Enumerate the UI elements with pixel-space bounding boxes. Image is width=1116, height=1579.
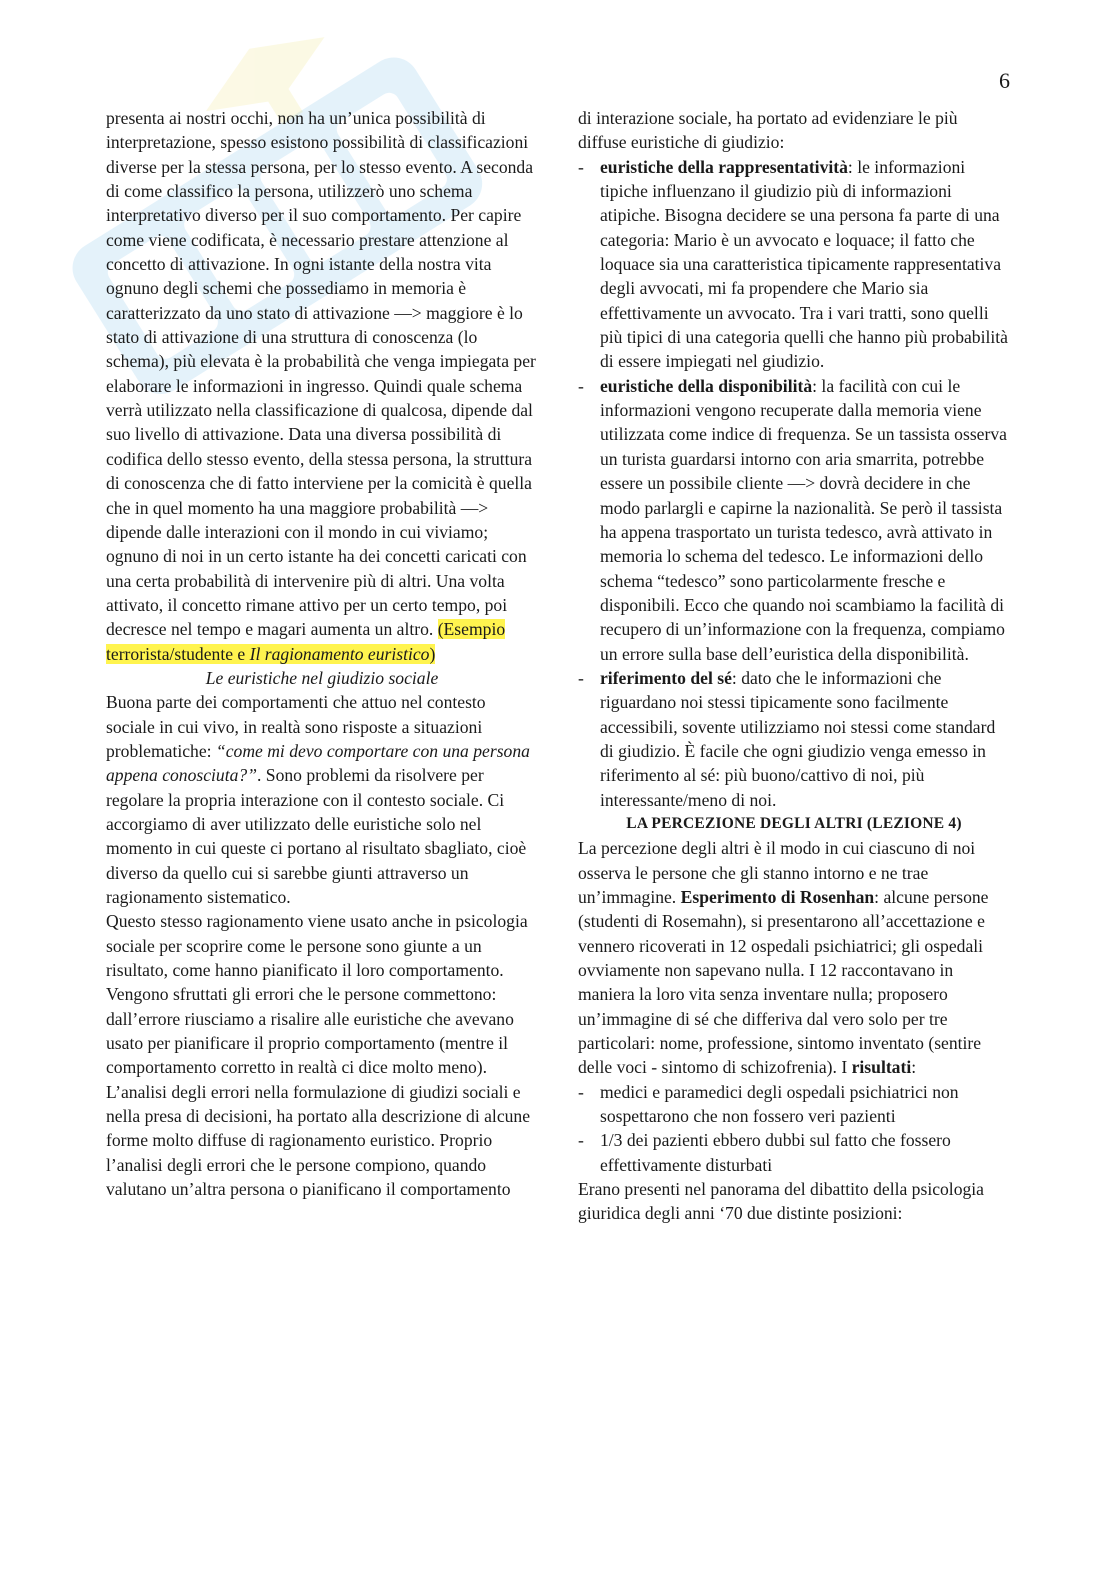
highlighted-note-close: ) [429,643,436,664]
paragraph-activation-text: presenta ai nostri occhi, non ha un’unica possibilità di interpretazione, spesso esistono possibilità di classificazioni diverse per la stessa persona, per lo stesso evento. A seconda di come classifico la persona, utilizzerò uno schema interpretativo diverso per il suo comportamento. Per capire come viene codificata, è necessario prestare attenzione al concetto di attivazione. In ogni istante della nostra vita ognuno degli schemi che possediamo in memoria è caratterizzato da uno stato di attivazione —> maggiore è lo stato di attivazione di una struttura di conoscenza (lo schema), più elevata è la probabilità che venga impiegata per elaborare le informazioni in ingresso. Quindi quale schema verrà utilizzato nella classificazione di qualcosa, dipende dal suo livello di attivazione. Data una diversa possibilità di codifica dello stesso evento, della stessa persona, la struttura di conoscenza che di fatto interviene per la comicità è quella che in quel momento ha una maggiore probabilità —> dipende dalle interazioni con il mondo in cui viviamo; ognuno di noi in un certo istante ha dei concetti caricati con una certa probabilità di intervenire più di altri. Una volta attivato, il concetto rimane attivo per un certo tempo, poi decresce nel tempo e magari aumenta un altro. [106,108,536,640]
bullet-text: : dato che le informazioni che riguardano noi stessi tipicamente sono facilmente accessibili, sovente utilizziamo noi stessi come standard di giudizio. È facile che ogni giudizio venga emesso in riferimento al sé: più buono/cattivo di noi, più interessante/meno di noi. [600,667,996,810]
bullet-dash: - [578,156,584,177]
bullet-text: : la facilità con cui le informazioni vengono recuperate dalla memoria viene utilizzata come indice di frequenza. Se un tassista osserva un turista guardarsi intorno con aria smarrita, potrebbe essere un possibile cliente —> dovrà decidere in che modo parlargli e capirne la nazionalità. Se però il tassista ha appena trasportato un turista tedesco, avrà attivato in memoria lo schema del tedesco. Le informazioni dello schema “tedesco” sono particolarmente fresche e disponibili. Ecco che quando noi scambiamo la facilità di recupero di un’informazione con la frequenza, compiamo un errore sulla base dell’euristica della disponibilità. [600,375,1007,664]
bullet-dash: - [578,1130,584,1151]
paragraph-rosenhan-bold-results: risultati [851,1057,912,1078]
paragraph-error-analysis: Questo stesso ragionamento viene usato anche in psicologia sociale per scoprire come le persone sono giunte a un risultato, come hanno pianificato il loro comportamento. Vengono sfruttati gli errori che le persone commettono: dall’errore riusciamo a risalire alle euristiche che avevano usato per pianificare il proprio comportamento (mentre il comportamento corretto in realtà ci dice molto meno). L’analisi degli errori nella formulazione di giudizi sociali e nella presa di decisioni, ha portato alla descrizione di alcune forme molto diffuse di ragionamento euristico. Proprio l’analisi degli errori che le persone compiono, quando valutano un’altra persona o pianificano il comportamento [106,911,531,1200]
bullet-term: euristiche della disponibilità [600,375,813,396]
result-text: medici e paramedici degli ospedali psichiatrici non sospettarono che non fossero veri pazienti [600,1081,959,1127]
bullet-term: riferimento del sé [600,667,732,688]
bullet-dash: - [578,667,584,688]
bullet-term: euristiche della rappresentatività [600,156,848,177]
bullet-rappresentativita [578,155,1010,374]
paragraph-activation [106,106,538,666]
bullet-text: : le informazioni tipiche influenzano il giudizio più di informazioni atipiche. Bisogna decidere se una persona fa parte di una categoria: Mario è un avvocato e loquace; il fatto che loquace sia una caratteristica tipicamente rappresentativa degli avvocati, mi fa propendere che Mario sia effettivamente un avvocato. Tra i vari tratti, sono quelli più tipici di una categoria quelli che hanno più probabilità di essere impiegati nel giudizio. [600,156,1008,372]
right-column [578,106,1010,1226]
paragraph-rosenhan-text-a: La percezione degli altri è il modo in cui ciascuno di noi osserva le persone che gli stanno intorno e ne trae un’immagine. [578,838,976,907]
paragraph-heuristics-continued: di interazione sociale, ha portato ad evidenziare le più diffuse euristiche di giudizio: [578,108,958,153]
paragraph-closing: Erano presenti nel panorama del dibattito della psicologia giuridica degli anni ‘70 due distinte posizioni: [578,1179,984,1224]
paragraph-heuristics-quote: “come mi devo comportare con una persona appena conosciuta?” [106,740,530,786]
highlighted-note-italic: Il ragionamento euristico [249,643,430,664]
bullet-dash: - [578,1081,584,1102]
lesson-title: LA PERCEZIONE DEGLI ALTRI (LEZIONE 4) [626,814,962,832]
result-item-1 [578,1080,1010,1129]
paragraph-rosenhan [578,836,1010,1079]
paragraph-heuristics-intro [106,690,538,909]
paragraph-heuristics-text-b: . Sono problemi da risolvere per regolare la propria interazione con il contesto sociale. Ci accorgiamo di aver utilizzato delle euristiche solo nel momento in cui queste ci portano al risultato sbagliato, cioè diverso da quello cui si sarebbe giunti attraverso un ragionamento sistematico. [106,765,527,907]
paragraph-rosenhan-text-c: : [911,1057,917,1078]
left-column [106,106,538,1201]
paragraph-rosenhan-text-b: : alcune persone (studenti di Rosemahn), si presentarono all’accettazione e vennero ricoverati in 12 ospedali psichiatrici; gli ospedali ovviamente non sapevano nulla. I 12 raccontavano in maniera la loro vita senza inventare nulla; proposero un’immagine di sé che differiva dal vero solo per tre particolari: nome, professione, sintomo inventato (sentire delle voci - sintomo di schizofrenia). I [578,887,989,1078]
page-number: 6 [999,68,1010,93]
result-item-2 [578,1128,1010,1177]
paragraph-heuristics-text-a: Buona parte dei comportamenti che attuo nel contesto sociale in cui vivo, in realtà sono risposte a situazioni problematiche: [106,692,486,761]
bullet-riferimento-se [578,666,1010,812]
result-text: 1/3 dei pazienti ebbero dubbi sul fatto che fossero effettivamente disturbati [600,1130,951,1175]
bullet-disponibilita [578,374,1010,666]
bullet-dash: - [578,375,584,396]
highlighted-note-plain: (Esempio terrorista/studente e [106,619,506,664]
paragraph-rosenhan-bold-experiment: Esperimento di Rosenhan [680,887,875,907]
section-title-euristiche: Le euristiche nel giudizio sociale [205,667,439,688]
